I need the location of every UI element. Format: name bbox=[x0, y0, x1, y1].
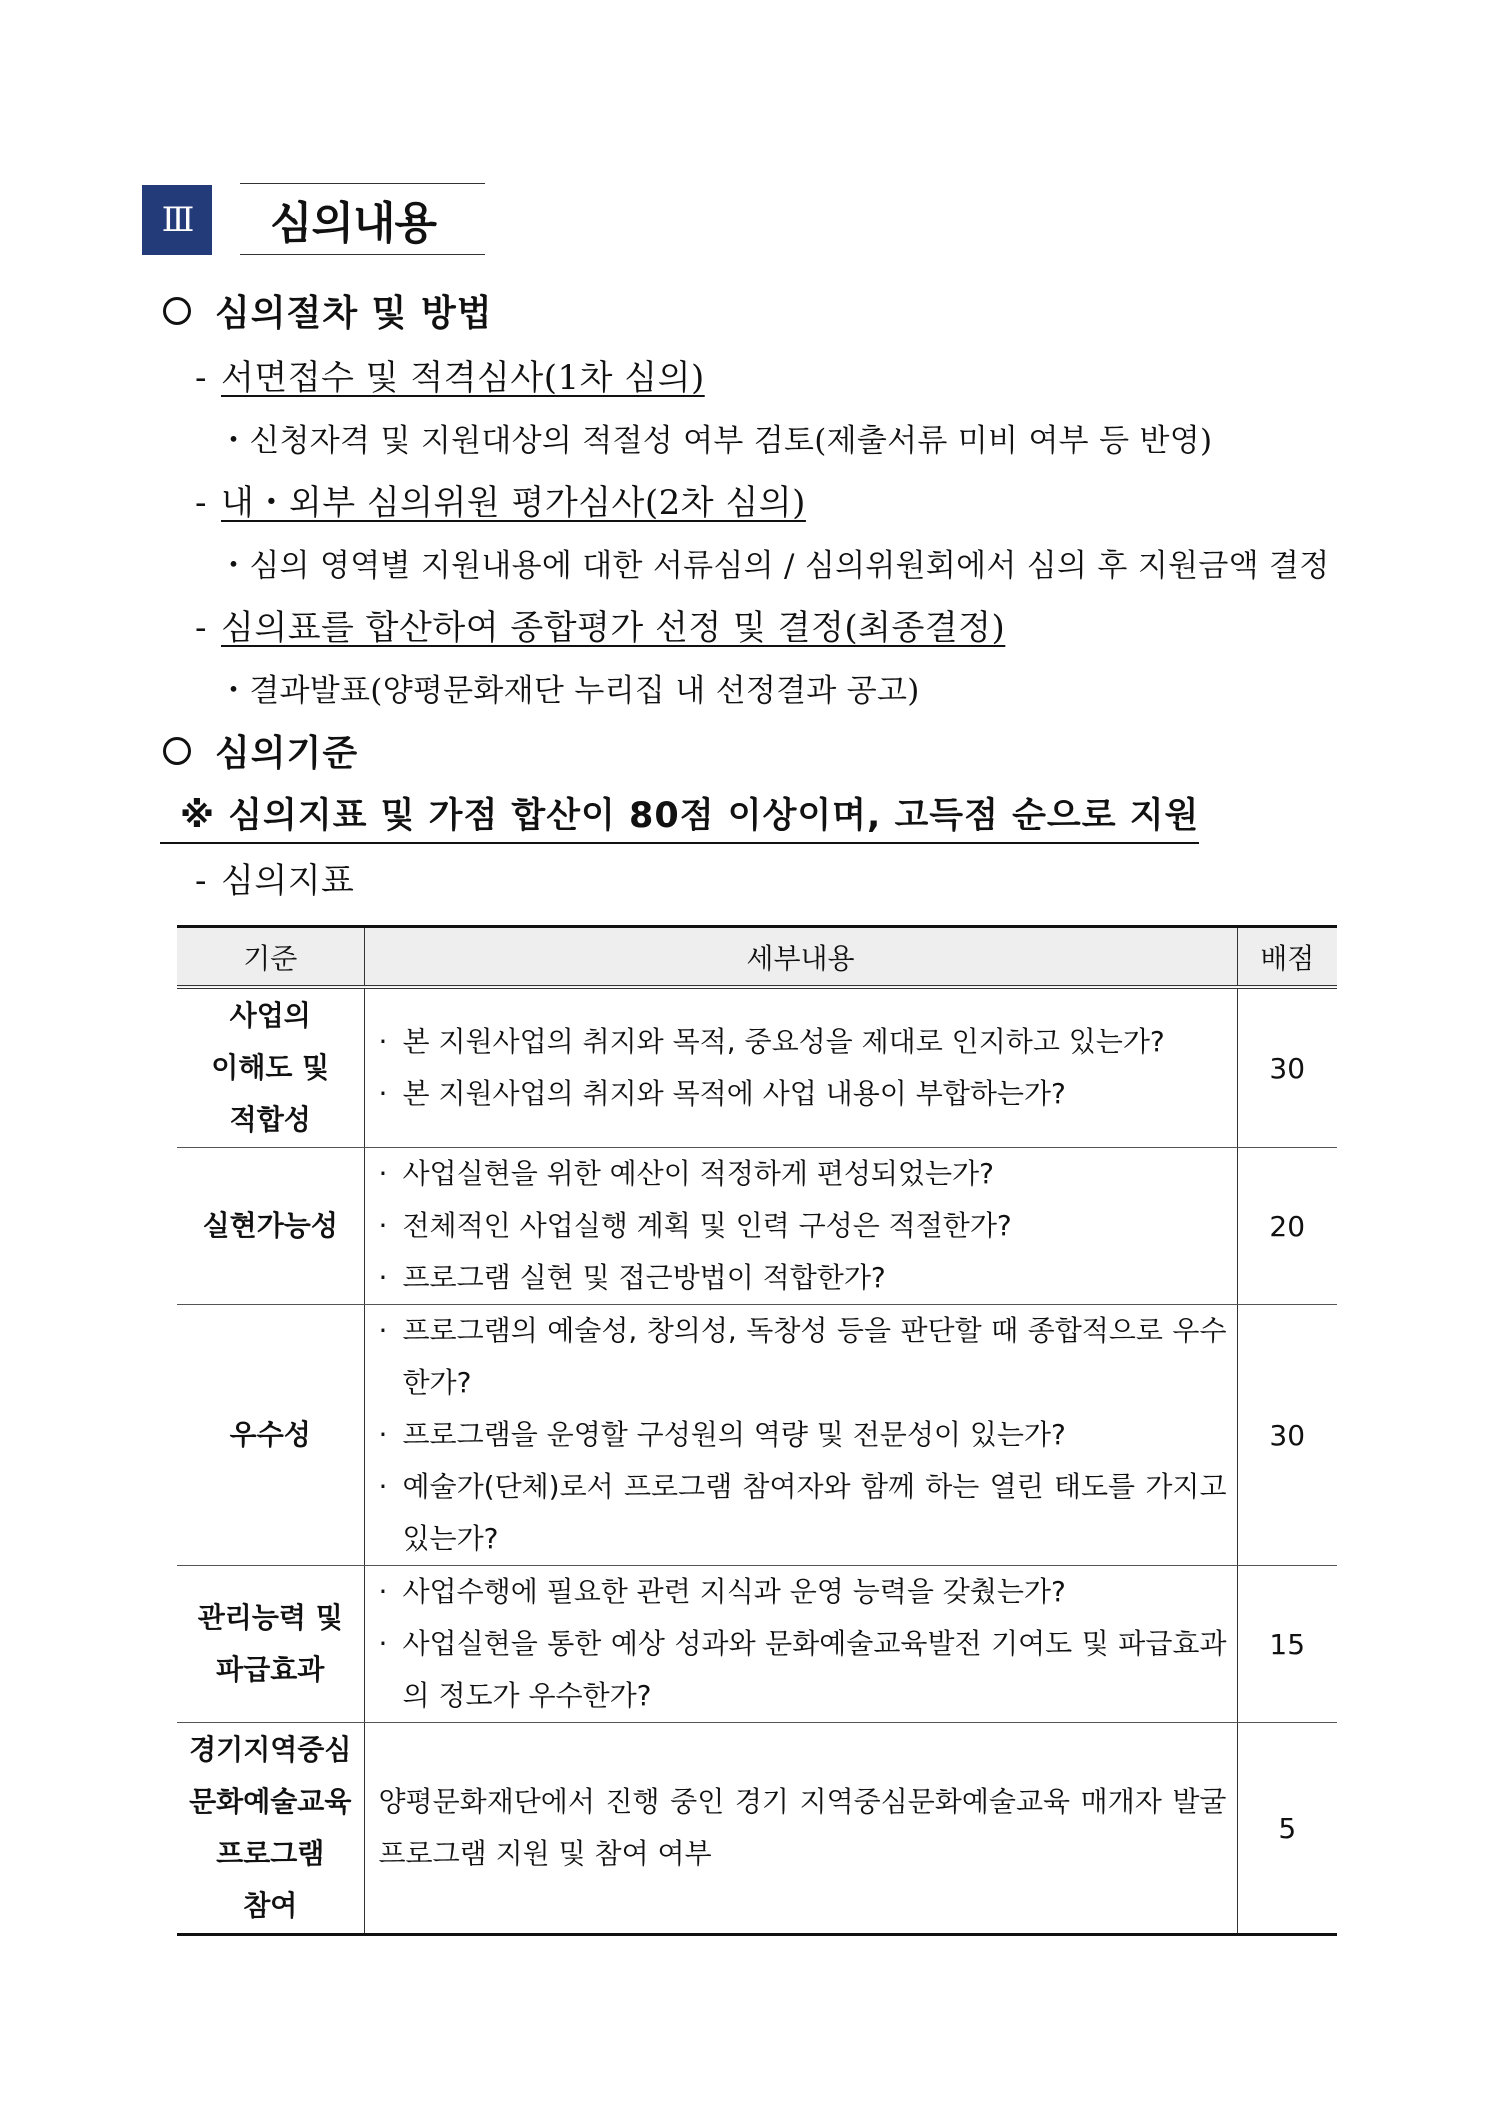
detail-item: · 전체적인 사업실행 계획 및 인력 구성은 적절한가? bbox=[378, 1209, 1012, 1242]
criterion-cell bbox=[177, 1723, 364, 1935]
criterion-line: 문화예술교육 bbox=[189, 1785, 352, 1818]
detail-cell bbox=[364, 1723, 1237, 1935]
detail-item: · 예술가(단체)로서 프로그램 참여자와 함께 하는 열린 태도를 가지고 있는가? bbox=[378, 1470, 1227, 1555]
detail-cell bbox=[364, 1148, 1237, 1305]
detail-item: · 본 지원사업의 취지와 목적에 사업 내용이 부합하는가? bbox=[378, 1077, 1066, 1110]
table-row bbox=[177, 1305, 1337, 1566]
criterion-cell bbox=[177, 1148, 364, 1305]
criteria-sub-heading-text: 심의지표 bbox=[221, 861, 355, 901]
criteria-table bbox=[177, 925, 1337, 1936]
table-row bbox=[177, 1723, 1337, 1935]
criterion-line: 프로그램 bbox=[216, 1837, 325, 1870]
criteria-heading bbox=[163, 725, 358, 776]
procedure-step-3: - 심의표를 합산하여 종합평가 선정 및 결정(최종결정) bbox=[195, 608, 1006, 648]
procedure-step-3-title: 심의표를 합산하여 종합평가 선정 및 결정(최종결정) bbox=[221, 608, 1006, 648]
score-cell: 30 bbox=[1237, 1305, 1337, 1566]
detail-item: · 사업실현을 통한 예상 성과와 문화예술교육발전 기여도 및 파급효과의 정도가 우수한가? bbox=[378, 1627, 1227, 1712]
procedure-step-1: - 서면접수 및 적격심사(1차 심의) bbox=[195, 358, 705, 398]
detail-item: · 사업실현을 위한 예산이 적정하게 편성되었는가? bbox=[378, 1157, 994, 1190]
criterion-line: 관리능력 및 bbox=[197, 1601, 343, 1634]
procedure-heading-text: 심의절차 및 방법 bbox=[215, 293, 493, 334]
procedure-step-2: - 내・외부 심의위원 평가심사(2차 심의) bbox=[195, 483, 806, 523]
section-title-box bbox=[240, 183, 485, 255]
procedure-step-1-detail-text: 신청자격 및 지원대상의 적절성 여부 검토(제출서류 미비 여부 등 반영) bbox=[249, 423, 1213, 459]
procedure-step-3-detail: ・결과발표(양평문화재단 누리집 내 선정결과 공고) bbox=[218, 673, 920, 709]
score-cell: 5 bbox=[1237, 1723, 1337, 1935]
detail-item: · 사업수행에 필요한 관련 지식과 운영 능력을 갖췄는가? bbox=[378, 1575, 1066, 1608]
table-header-row bbox=[177, 927, 1337, 988]
criterion-line: 경기지역중심 bbox=[189, 1733, 352, 1766]
detail-item: · 프로그램의 예술성, 창의성, 독창성 등을 판단할 때 종합적으로 우수한가? bbox=[378, 1314, 1227, 1399]
detail-item: · 프로그램을 운영할 구성원의 역량 및 전문성이 있는가? bbox=[378, 1418, 1066, 1451]
circle-bullet-icon bbox=[163, 737, 191, 765]
criterion-line: 적합성 bbox=[229, 1103, 311, 1136]
criteria-heading-text: 심의기준 bbox=[215, 733, 359, 774]
procedure-heading bbox=[163, 285, 493, 336]
table-row bbox=[177, 1148, 1337, 1305]
header-detail: 세부내용 bbox=[364, 927, 1237, 988]
score-cell: 15 bbox=[1237, 1566, 1337, 1723]
score-cell: 30 bbox=[1237, 987, 1337, 1148]
procedure-step-1-title: 서면접수 및 적격심사(1차 심의) bbox=[221, 358, 705, 398]
header-criterion: 기준 bbox=[177, 927, 364, 988]
circle-bullet-icon bbox=[163, 297, 191, 325]
criteria-sub-heading: - 심의지표 bbox=[195, 861, 355, 901]
score-cell: 20 bbox=[1237, 1148, 1337, 1305]
procedure-step-1-detail: ・신청자격 및 지원대상의 적절성 여부 검토(제출서류 미비 여부 등 반영) bbox=[218, 423, 1213, 459]
detail-item: · 본 지원사업의 취지와 목적, 중요성을 제대로 인지하고 있는가? bbox=[378, 1025, 1165, 1058]
header-score: 배점 bbox=[1237, 927, 1337, 988]
section-title: 심의내용 bbox=[270, 198, 437, 249]
criterion-cell bbox=[177, 1305, 364, 1566]
section-number: Ⅲ bbox=[142, 185, 212, 255]
criterion-cell bbox=[177, 987, 364, 1148]
detail-cell bbox=[364, 987, 1237, 1148]
criteria-note: ※ 심의지표 및 가점 합산이 80점 이상이며, 고득점 순으로 지원 bbox=[160, 788, 1199, 844]
detail-item: · 프로그램 실현 및 접근방법이 적합한가? bbox=[378, 1261, 886, 1294]
table-row bbox=[177, 987, 1337, 1148]
criterion-line: 우수성 bbox=[229, 1418, 311, 1451]
criterion-line: 이해도 및 bbox=[211, 1051, 330, 1084]
procedure-step-3-detail-text: 결과발표(양평문화재단 누리집 내 선정결과 공고) bbox=[249, 673, 920, 709]
criterion-line: 사업의 bbox=[229, 999, 311, 1032]
table-row bbox=[177, 1566, 1337, 1723]
procedure-step-2-title: 내・외부 심의위원 평가심사(2차 심의) bbox=[221, 483, 806, 523]
detail-cell bbox=[364, 1305, 1237, 1566]
detail-plain-text: 양평문화재단에서 진행 중인 경기 지역중심문화예술교육 매개자 발굴 프로그램 지원 및 참여 여부 bbox=[378, 1785, 1227, 1870]
criterion-line: 파급효과 bbox=[216, 1653, 325, 1686]
procedure-step-2-detail: ・심의 영역별 지원내용에 대한 서류심의 / 심의위원회에서 심의 후 지원금액 결정 bbox=[218, 548, 1330, 584]
criterion-line: 실현가능성 bbox=[202, 1209, 338, 1242]
detail-cell bbox=[364, 1566, 1237, 1723]
criterion-line: 참여 bbox=[243, 1889, 298, 1922]
criterion-cell bbox=[177, 1566, 364, 1723]
procedure-step-2-detail-text: 심의 영역별 지원내용에 대한 서류심의 / 심의위원회에서 심의 후 지원금액 결정 bbox=[249, 548, 1330, 584]
